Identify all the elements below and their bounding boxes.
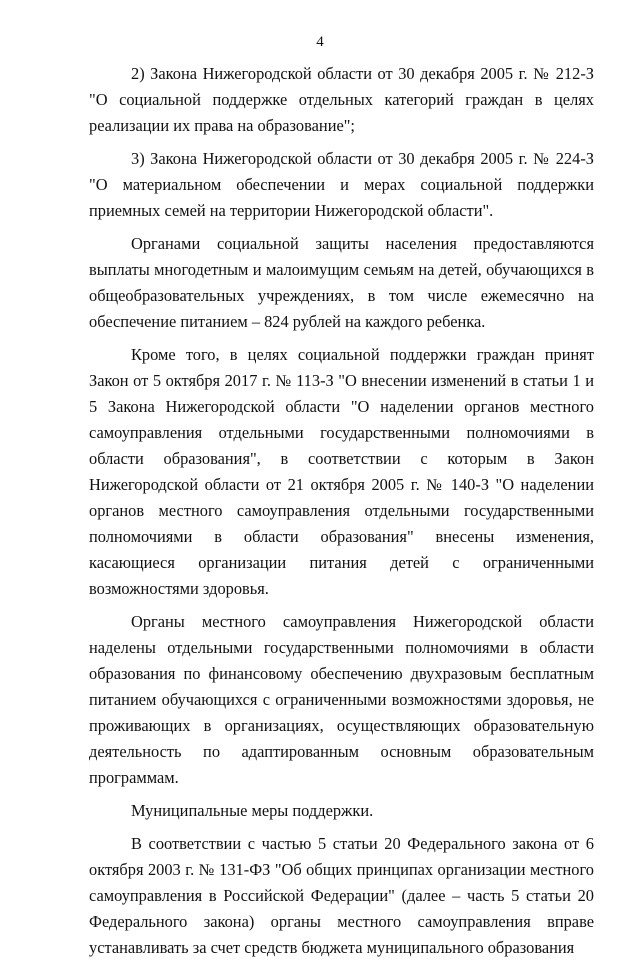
paragraph-local-authorities: Органы местного самоуправления Нижегородской области наделены отдельными государственными полномочиями в области образования по финансовому обеспечению двухразовым бесплатным питанием обучающихся с ограниченными возможностями здоровья, не проживающих в организациях, осуществляющих образовательную деятельность по адаптированным основным образовательным программам.: [89, 612, 594, 787]
paragraph-federal-law-131: В соответствии с частью 5 статьи 20 Федерального закона от 6 октября 2003 г. № 131-ФЗ "Об общих принципах организации местного самоуправления в Российской Федерации" (далее – часть 5 статьи 20 Федерального закона) органы местного самоуправления вправе устанавливать за счет средств бюджета муниципального образования: [89, 834, 594, 957]
paragraph-law-113: Кроме того, в целях социальной поддержки граждан принят Закон от 5 октября 2017 г. № 113-З "О внесении изменений в статьи 1 и 5 Закона Нижегородской области "О наделении органов местного самоуправления отдельными государственными полномочиями в области образования", в соответствии с которым в Закон Нижегородской области от 21 октября 2005 г. № 140-З "О наделении органов местного самоуправления отдельными государственными полномочиями в области образования" внесены изменения, касающиеся организации питания детей с ограниченными возможностями здоровья.: [89, 345, 594, 598]
page-number: 4: [316, 34, 324, 50]
document-body: [89, 61, 594, 961]
paragraph-municipal-measures: Муниципальные меры поддержки.: [131, 801, 374, 820]
paragraph-law-212: 2) Закона Нижегородской области от 30 декабря 2005 г. № 212-З "О социальной поддержке отдельных категорий граждан в целях реализации их права на образование";: [89, 64, 594, 135]
paragraph-social-payments: Органами социальной защиты населения предоставляются выплаты многодетным и малоимущим семьям на детей, обучающихся в общеобразовательных учреждениях, в том числе ежемесячно на обеспечение питанием – 824 рублей на каждого ребенка.: [89, 234, 594, 331]
paragraph-law-224: 3) Закона Нижегородской области от 30 декабря 2005 г. № 224-З "О материальном обеспечении и мерах социальной поддержки приемных семей на территории Нижегородской области".: [89, 149, 594, 220]
